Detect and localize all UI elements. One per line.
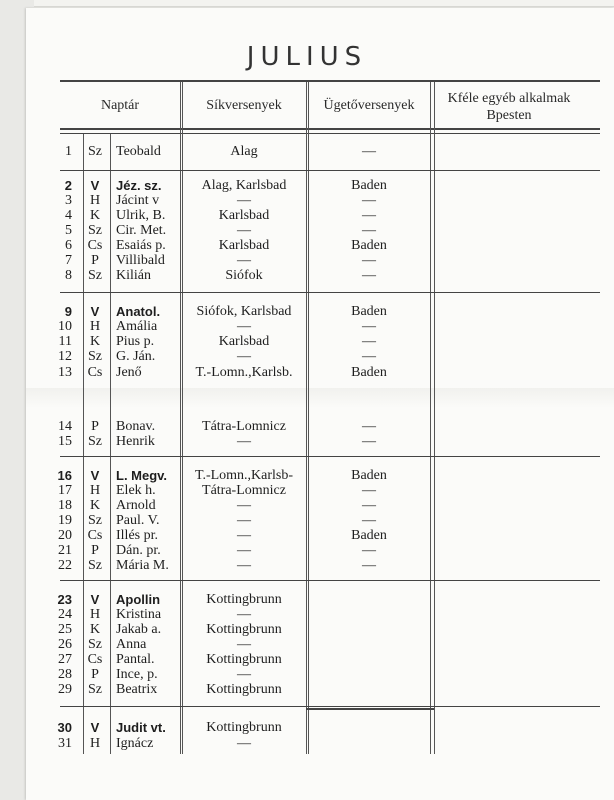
uget-venue: — [362,223,376,238]
weekday: V [90,720,100,735]
table-row [0,144,600,159]
uget-venue: — [362,483,376,498]
saint-name: Jéz. sz. [116,178,162,193]
table-row [0,223,600,238]
uget-venue: — [362,558,376,573]
day-number: 19 [58,513,72,528]
weekday: V [90,592,100,607]
saint-name: Jácint v [116,193,160,208]
saint-name: Teobald [116,144,161,159]
uget-venue: — [362,498,376,513]
saint-name: Esaiás p. [116,238,166,253]
weekday: P [91,253,99,268]
sik-venue: Kottingbrunn [206,652,282,667]
saint-name: Pantal. [116,652,155,667]
uget-venue: Baden [351,304,387,319]
week-rule-1 [60,170,600,171]
day-number: 14 [58,419,72,434]
day-number: 2 [64,178,72,193]
sik-venue: Tátra-Lomnicz [202,419,286,434]
header-sikversenyek: Síkversenyek [206,98,282,113]
weekday: Sz [88,513,102,528]
weekday: K [89,622,101,637]
table-row [0,667,600,682]
sik-venue: Karlsbad [218,334,270,349]
weekday: Cs [87,528,103,543]
weekday: Cs [87,238,103,253]
day-number: 23 [57,592,72,607]
day-number: 15 [58,434,72,449]
weekday: Sz [88,223,102,238]
weekday: P [91,543,99,558]
table-row [0,193,600,208]
weekday: H [89,319,101,334]
table-row [0,334,600,349]
table-row [0,483,600,498]
header-ugetoversenyek: Ügetőversenyek [323,98,415,113]
sik-venue: — [237,253,251,268]
sik-venue: — [237,667,251,682]
table-row [0,543,600,558]
sik-venue: Karlsbad [218,238,270,253]
day-number: 18 [58,498,72,513]
sik-venue: Kottingbrunn [206,592,282,607]
weekday: Sz [88,349,102,364]
sik-venue: Tátra-Lomnicz [202,483,286,498]
day-number: 10 [58,319,72,334]
sik-venue: Kottingbrunn [206,720,282,735]
weekday: K [89,208,101,223]
weekday: K [89,334,101,349]
table-row [0,592,600,607]
day-number: 16 [57,468,72,483]
saint-name: Pius p. [116,334,155,349]
sik-venue: T.-Lomn.,Karlsb. [195,365,293,380]
table-row [0,528,600,543]
day-number: 4 [65,208,72,223]
sik-venue: Siófok [225,268,263,283]
day-number: 21 [58,543,72,558]
day-number: 20 [58,528,72,543]
weekday: V [90,178,100,193]
uget-venue: Baden [351,178,387,193]
saint-name: Elek h. [116,483,156,498]
sik-venue: — [237,349,251,364]
saint-name: Judit vt. [116,720,166,735]
sik-venue: — [237,528,251,543]
sik-venue: — [237,319,251,334]
sik-venue: Kottingbrunn [206,622,282,637]
saint-name: Arnold [116,498,156,513]
uget-venue: — [362,349,376,364]
table-row [0,349,600,364]
uget-venue: — [362,319,376,334]
saint-name: Mária M. [116,558,169,573]
table-row [0,419,600,434]
saint-name: Ignácz [116,736,154,751]
sik-venue: T.-Lomn.,Karlsb- [194,468,294,483]
day-number: 29 [58,682,72,697]
saint-name: Cir. Met. [116,223,167,238]
saint-name: Jakab a. [116,622,162,637]
weekday: Cs [87,365,103,380]
day-number: 22 [58,558,72,573]
day-number: 12 [58,349,72,364]
table-row [0,253,600,268]
uget-venue: — [362,208,376,223]
table-row [0,268,600,283]
weekday: Sz [88,637,102,652]
sik-venue: — [237,513,251,528]
saint-name: Kristina [116,607,162,622]
saint-name: Kilián [116,268,151,283]
sik-venue: Alag, Karlsbad [201,178,287,193]
uget-venue: — [362,434,376,449]
table-row [0,637,600,652]
sik-venue: Karlsbad [218,208,270,223]
table-row [0,178,600,193]
week-rule-3 [60,456,600,457]
sik-venue: — [237,543,251,558]
weekday: H [89,607,101,622]
sik-venue: Alag [230,144,258,159]
page-fold [26,388,614,408]
table-row [0,319,600,334]
saint-name: Ince, p. [116,667,158,682]
weekday: Sz [88,558,102,573]
sik-venue: Siófok, Karlsbad [196,304,292,319]
table-row [0,720,600,735]
day-number: 28 [58,667,72,682]
month-title: JULIUS [246,42,368,72]
saint-name: Beatrix [116,682,158,697]
sik-venue: — [237,193,251,208]
page-edge [34,0,614,7]
table-row [0,513,600,528]
weekday: H [89,193,101,208]
weekday: P [91,419,99,434]
sik-venue: — [237,434,251,449]
table-row [0,498,600,513]
weekday: P [91,667,99,682]
sik-venue: — [237,736,251,751]
weekday: V [90,304,100,319]
day-number: 31 [58,736,72,751]
table-row [0,365,600,380]
sik-venue: — [237,558,251,573]
table-row [0,238,600,253]
week-rule-2 [60,292,600,293]
table-row [0,622,600,637]
sik-venue: — [237,223,251,238]
saint-name: L. Megv. [116,468,168,483]
saint-name: Ulrik, B. [116,208,166,223]
header-bottom-rule [60,128,600,130]
day-number: 13 [58,365,72,380]
uget-venue: — [362,543,376,558]
saint-name: Villibald [116,253,165,268]
uget-venue: Baden [351,528,387,543]
table-row [0,304,600,319]
sik-venue: — [237,637,251,652]
sik-venue: Kottingbrunn [206,682,282,697]
day-number: 24 [58,607,72,622]
uget-venue: — [362,193,376,208]
saint-name: Bonav. [116,419,156,434]
day-number: 9 [64,304,72,319]
weekday: K [89,498,101,513]
table-row [0,558,600,573]
weekday: Sz [88,144,102,159]
weekday: Sz [88,682,102,697]
week-rule-5 [60,706,600,707]
header-bottom-rule-2 [60,133,600,134]
table-row [0,434,600,449]
day-number: 11 [58,334,72,349]
saint-name: Amália [116,319,158,334]
saint-name: G. Ján. [116,349,156,364]
table-row [0,652,600,667]
day-number: 1 [65,144,72,159]
saint-name: Anna [116,637,147,652]
day-number: 8 [65,268,72,283]
weekday: H [89,483,101,498]
weekday: V [90,468,100,483]
header-top-rule [60,80,600,82]
saint-name: Henrik [116,434,155,449]
uget-venue: — [362,268,376,283]
uget-venue: — [362,334,376,349]
table-row [0,607,600,622]
header-egyeb: Kféle egyéb alkalmak Bpesten [447,91,571,123]
day-number: 30 [57,720,72,735]
sik-venue: — [237,498,251,513]
sik-venue: — [237,607,251,622]
table-row [0,468,600,483]
uget-venue: — [362,419,376,434]
day-number: 27 [58,652,72,667]
week-rule-5b [306,708,434,710]
day-number: 6 [65,238,72,253]
day-number: 3 [65,193,72,208]
saint-name: Anatol. [116,304,161,319]
saint-name: Jenő [116,365,142,380]
day-number: 26 [58,637,72,652]
table-row [0,208,600,223]
uget-venue: Baden [351,238,387,253]
uget-venue: — [362,513,376,528]
saint-name: Apollin [116,592,161,607]
saint-name: Dán. pr. [116,543,161,558]
day-number: 17 [58,483,72,498]
day-number: 25 [58,622,72,637]
weekday: Sz [88,434,102,449]
weekday: Sz [88,268,102,283]
table-row [0,682,600,697]
weekday: H [89,736,101,751]
uget-venue: Baden [351,365,387,380]
week-rule-4 [60,580,600,581]
saint-name: Paul. V. [116,513,160,528]
uget-venue: — [362,144,376,159]
table-row [0,736,600,751]
uget-venue: — [362,253,376,268]
header-naptar: Naptár [100,98,140,113]
day-number: 7 [65,253,72,268]
weekday: Cs [87,652,103,667]
day-number: 5 [65,223,72,238]
uget-venue: Baden [351,468,387,483]
saint-name: Illés pr. [116,528,158,543]
